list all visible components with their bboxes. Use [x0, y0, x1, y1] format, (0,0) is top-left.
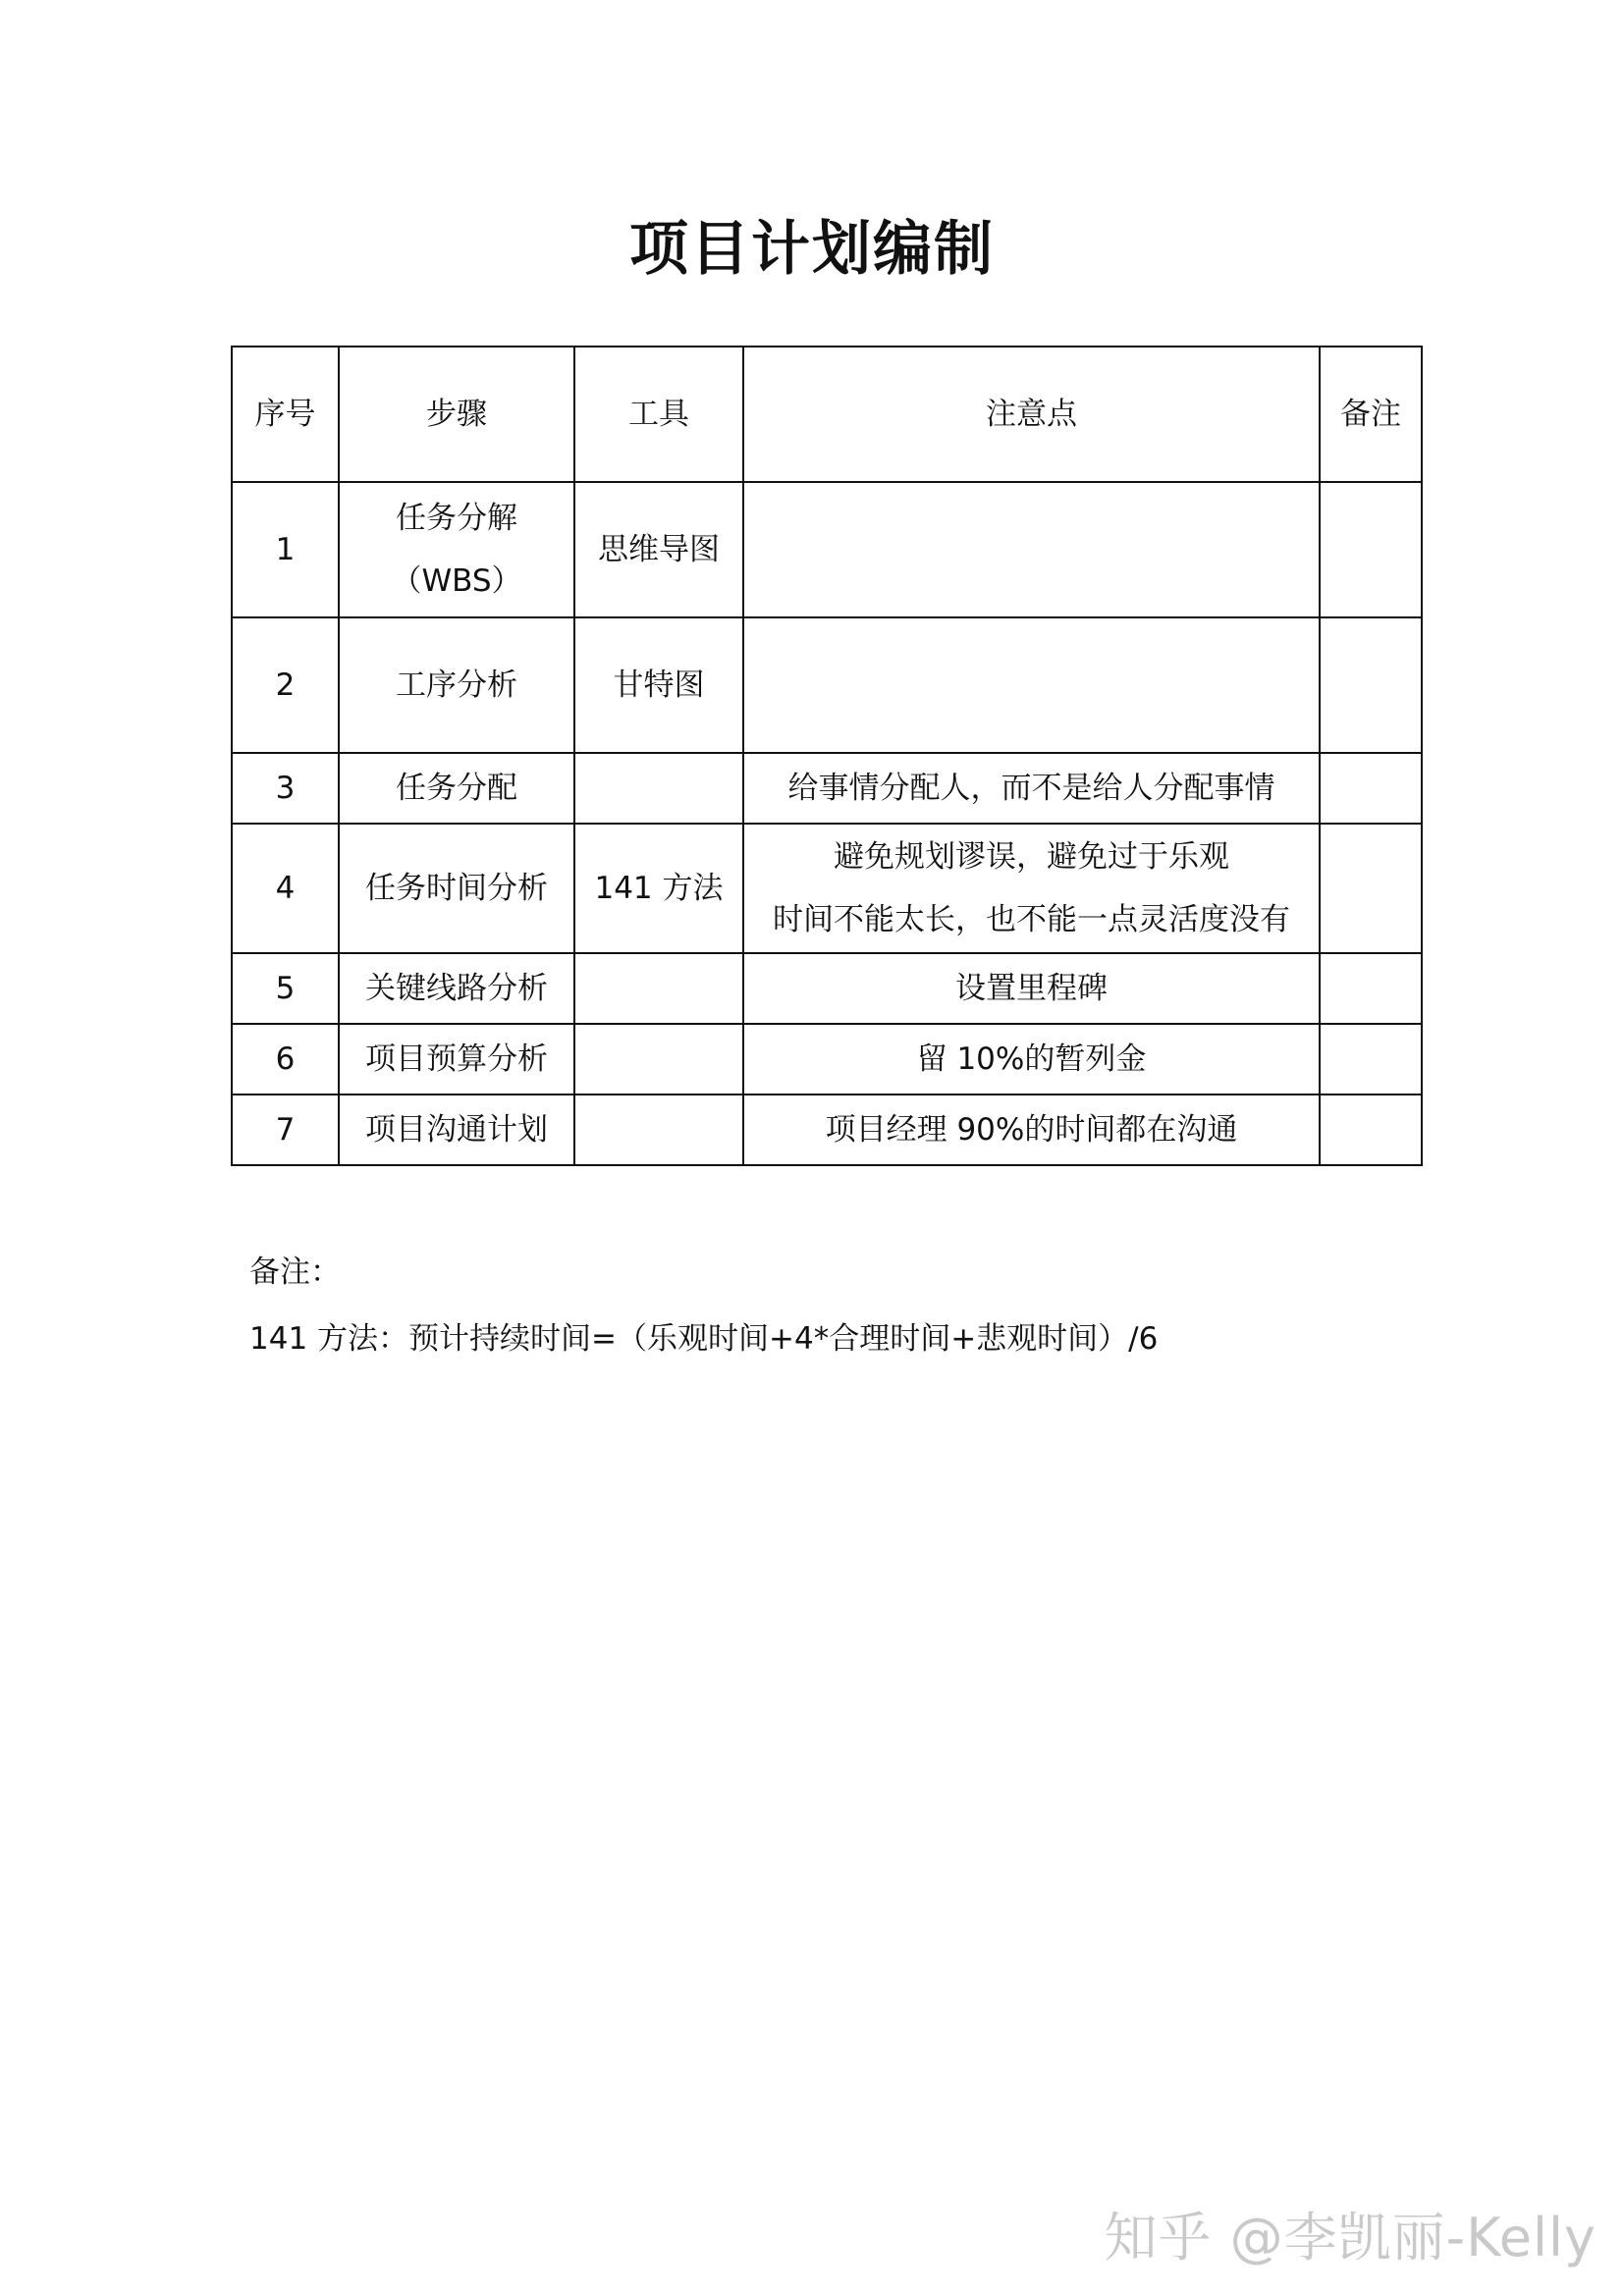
cell-remark — [1320, 753, 1422, 824]
cell-step: 项目沟通计划 — [339, 1095, 574, 1165]
header-cell-step: 步骤 — [339, 347, 574, 482]
cell-no: 5 — [232, 953, 339, 1024]
cell-note: 给事情分配人，而不是给人分配事情 — [743, 753, 1320, 824]
cell-remark — [1320, 1024, 1422, 1095]
cell-note: 留 10%的暂列金 — [743, 1024, 1320, 1095]
cell-tool — [574, 1024, 743, 1095]
table-row — [232, 482, 1422, 617]
header-cell-no: 序号 — [232, 347, 339, 482]
cell-step: 任务时间分析 — [339, 824, 574, 953]
watermark: 知乎 @李凯丽-Kelly — [1104, 2207, 1597, 2269]
cell-remark — [1320, 482, 1422, 617]
cell-no: 7 — [232, 1095, 339, 1165]
cell-tool — [574, 953, 743, 1024]
cell-step: 工序分析 — [339, 617, 574, 753]
project-plan-table — [231, 346, 1423, 1166]
cell-step: 任务分配 — [339, 753, 574, 824]
header-cell-tool: 工具 — [574, 347, 743, 482]
cell-tool: 思维导图 — [574, 482, 743, 617]
cell-note: 设置里程碑 — [743, 953, 1320, 1024]
cell-step: 关键线路分析 — [339, 953, 574, 1024]
cell-step: 项目预算分析 — [339, 1024, 574, 1095]
cell-note — [743, 482, 1320, 617]
header-cell-remark: 备注 — [1320, 347, 1422, 482]
cell-no: 4 — [232, 824, 339, 953]
page-title: 项目计划编制 — [629, 215, 995, 284]
table-row — [232, 753, 1422, 824]
cell-remark — [1320, 824, 1422, 953]
cell-no: 3 — [232, 753, 339, 824]
cell-step — [339, 482, 574, 617]
table-row — [232, 1024, 1422, 1095]
table-row — [232, 953, 1422, 1024]
cell-tool: 141 方法 — [574, 824, 743, 953]
cell-no: 6 — [232, 1024, 339, 1095]
cell-step-line: 任务分解 — [396, 501, 517, 536]
notes-section — [249, 1239, 1158, 1372]
cell-note: 项目经理 90%的时间都在沟通 — [743, 1095, 1320, 1165]
cell-note-line: 避免规划谬误，避免过于乐观 — [834, 839, 1229, 875]
table-row — [232, 824, 1422, 953]
cell-note — [743, 824, 1320, 953]
cell-remark — [1320, 1095, 1422, 1165]
notes-label: 备注： — [249, 1255, 341, 1290]
table-header-row — [232, 347, 1422, 482]
cell-note — [743, 617, 1320, 753]
cell-note-line: 时间不能太长，也不能一点灵活度没有 — [773, 902, 1290, 937]
cell-no: 2 — [232, 617, 339, 753]
cell-no: 1 — [232, 482, 339, 617]
cell-remark — [1320, 617, 1422, 753]
cell-tool — [574, 753, 743, 824]
table-row — [232, 617, 1422, 753]
cell-step-line: （WBS） — [391, 563, 522, 599]
notes-formula: 141 方法：预计持续时间=（乐观时间+4*合理时间+悲观时间）/6 — [249, 1321, 1159, 1357]
cell-tool — [574, 1095, 743, 1165]
table-row — [232, 1095, 1422, 1165]
header-cell-note: 注意点 — [743, 347, 1320, 482]
cell-tool: 甘特图 — [574, 617, 743, 753]
cell-remark — [1320, 953, 1422, 1024]
